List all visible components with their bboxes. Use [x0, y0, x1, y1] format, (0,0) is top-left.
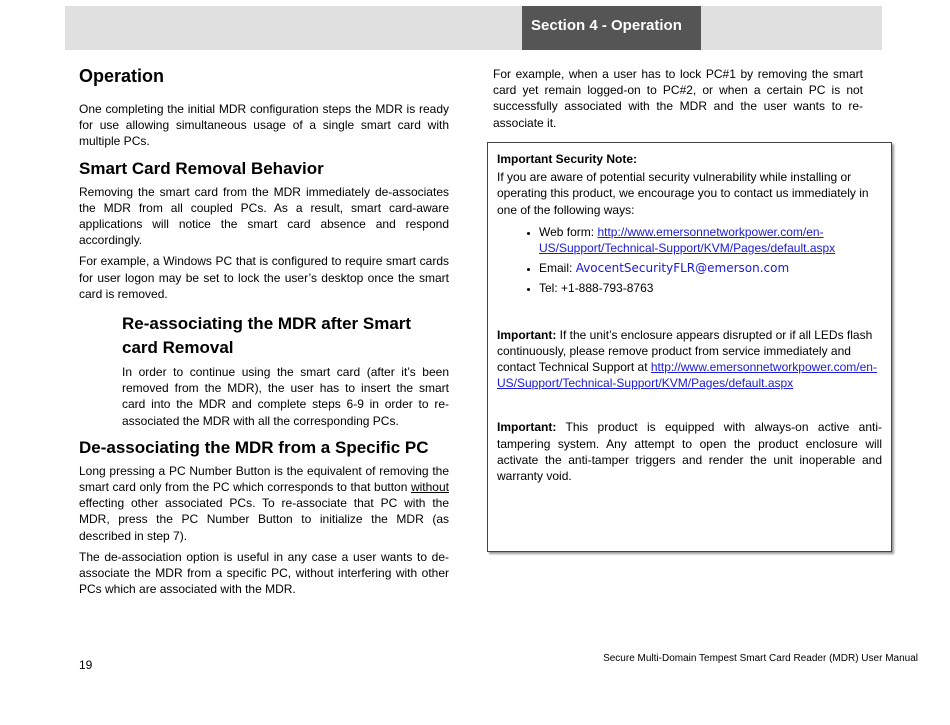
deassociate-text-a: Long pressing a PC Number Button is the equivalent of removing the smart card only from the PC which corresponds to that button — [79, 463, 449, 495]
contact-tel: • Tel: +1-888-793-8763 — [539, 280, 882, 296]
contact-web — [539, 224, 882, 256]
important-label-1: Important: — [497, 327, 557, 342]
important-text-2: This product is equipped with always-on active anti-tampering system. Any attempt to open the product enclosure will activate the anti-tamper triggers and render the unit inoperable and warranty void. — [497, 420, 882, 484]
contact-list — [497, 224, 882, 297]
header-band — [65, 6, 882, 50]
intro-paragraph: One completing the initial MDR configuration steps the MDR is ready for use allowing simultaneous usage of a single smart card with multiple PCs. — [79, 102, 449, 149]
removal-paragraph-2: For example, a Windows PC that is configured to require smart cards for user logon may be set to lock the user’s desktop once the smart card is removed. — [79, 254, 449, 301]
removal-paragraph-1: Removing the smart card from the MDR immediately de-associates the MDR from all coupled PCs. As a result, smart card-aware applications will notice the smart card absence and respond accordingly. — [79, 184, 449, 248]
contact-email — [539, 260, 882, 276]
important-text-1: If the unit’s enclosure appears disrupted or if all LEDs flash continuously, please remove product from service immediately and contact Technical Support at — [497, 327, 873, 375]
support-link[interactable]: http://www.emersonnetworkpower.com/en-US/Support/Technical-Support/KVM/Pages/default.aspx — [497, 360, 877, 391]
example-paragraph: For example, when a user has to lock PC#1 by removing the smart card yet remain logged-on to PC#2, or when a certain PC is not successfully associated with the MDR and the user wants to re-associate it. — [493, 67, 863, 130]
security-note-paragraph: If you are aware of potential security vulnerability while installing or operating this product, we encourage you to contact us immediately in one of the following ways: — [497, 170, 869, 217]
web-form-link[interactable]: http://www.emersonnetworkpower.com/en-US/Support/Technical-Support/KVM/Pages/default.aspx — [539, 224, 836, 256]
deassociate-text-b: effecting other associated PCs. To re-associate that PC with the MDR, press the PC Number Button to initialize the MDR (as described in step 7). — [79, 496, 449, 543]
page-number: 19 — [79, 658, 93, 672]
deassociate-paragraph-1 — [79, 463, 449, 544]
removal-heading: Smart Card Removal Behavior — [79, 158, 324, 178]
email-label: Email: — [539, 261, 576, 276]
deassociate-heading: De-associating the MDR from a Specific PC — [79, 437, 429, 457]
page-title: Operation — [79, 66, 165, 86]
web-label: Web form: — [539, 224, 598, 239]
security-note-box — [487, 142, 892, 552]
reassociate-heading: Re-associating the MDR after Smart card Removal — [122, 314, 412, 358]
right-column — [493, 66, 863, 136]
deassociate-paragraph-2: The de-association option is useful in any case a user wants to de-associate the MDR from a specific PC, without interfering with other PCs which are associated with the MDR. — [79, 549, 449, 597]
important-label-2: Important: — [497, 420, 557, 435]
important-tamper-note — [497, 419, 882, 484]
security-note-title: Important Security Note: — [497, 152, 638, 166]
email-address[interactable]: AvocentSecurityFLR@emerson.com — [575, 261, 790, 276]
without-emphasis: without — [410, 480, 449, 495]
reassociate-paragraph: In order to continue using the smart card (after it’s been removed from the MDR), the user has to insert the smart card into the MDR and complete steps 6-9 in order to re-associated the MDR with all the corresponding PCs. — [122, 365, 449, 428]
important-enclosure-note — [497, 327, 882, 392]
section-title: Section 4 - Operation — [522, 6, 701, 50]
left-column — [79, 66, 449, 602]
manual-title: Secure Multi-Domain Tempest Smart Card Reader (MDR) User Manual — [603, 653, 918, 664]
